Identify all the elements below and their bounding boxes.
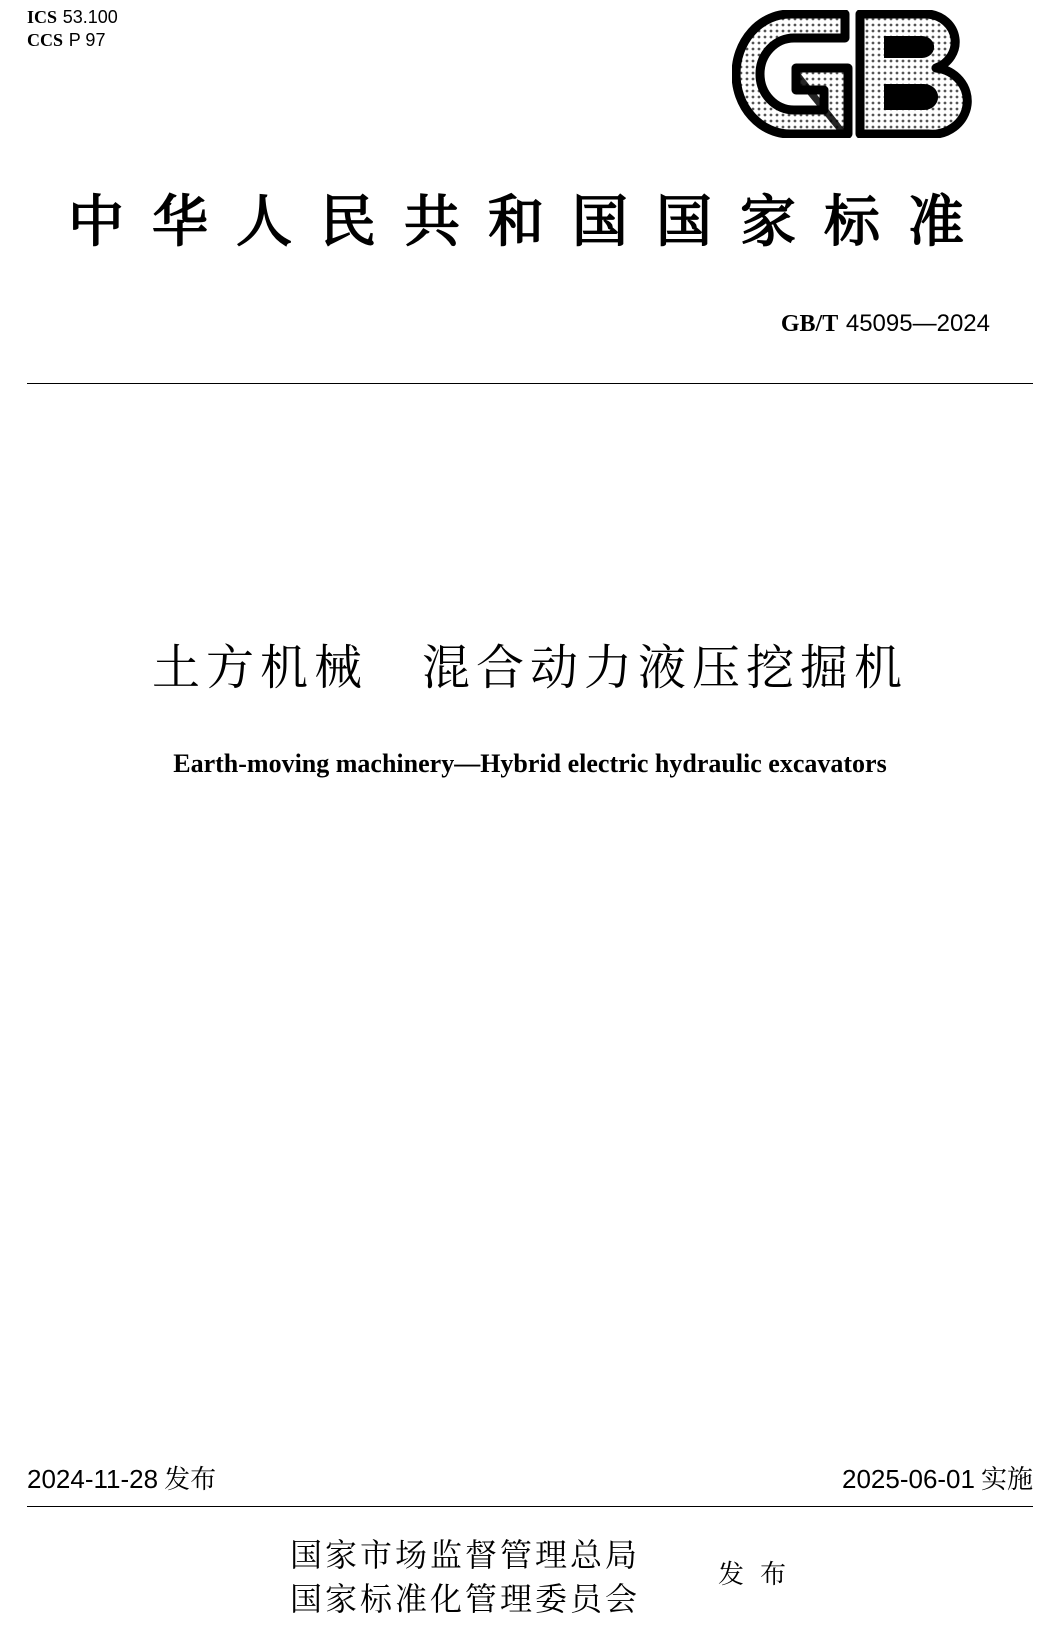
standard-code: 45095—2024 xyxy=(845,310,990,337)
standard-number xyxy=(781,308,990,339)
issuing-authorities xyxy=(290,1533,640,1621)
ics-value: 53.100 xyxy=(62,7,118,27)
title-chinese: 土方机械 混合动力液压挖掘机 xyxy=(151,640,908,696)
issuer-1: 国家市场监督管理总局 xyxy=(290,1536,641,1574)
ccs-line xyxy=(27,29,118,52)
title-english: Earth-moving machinery—Hybrid electric hydraulic excavators xyxy=(173,749,887,778)
bottom-divider xyxy=(27,1506,1033,1507)
issue-word: 发布 xyxy=(164,1465,217,1495)
issue-date-line xyxy=(27,1463,216,1496)
ccs-value: P 97 xyxy=(68,30,106,50)
ccs-label: CCS xyxy=(27,30,64,50)
issue-date: 2024-11-28 xyxy=(27,1464,159,1494)
publish-label: 发布 xyxy=(718,1560,803,1590)
ics-line xyxy=(27,6,118,29)
standard-prefix: GB/T xyxy=(780,311,839,337)
gb-logo xyxy=(732,10,982,138)
effective-date: 2025-06-01 xyxy=(841,1464,975,1494)
main-title: 中华人民共和国国家标准 xyxy=(68,189,992,255)
top-divider xyxy=(27,383,1033,384)
issuer-2: 国家标准化管理委员会 xyxy=(290,1580,641,1618)
effective-date-line xyxy=(842,1463,1033,1496)
effective-word: 实施 xyxy=(980,1465,1033,1495)
ics-label: ICS xyxy=(27,7,58,27)
classification-codes xyxy=(27,6,118,52)
